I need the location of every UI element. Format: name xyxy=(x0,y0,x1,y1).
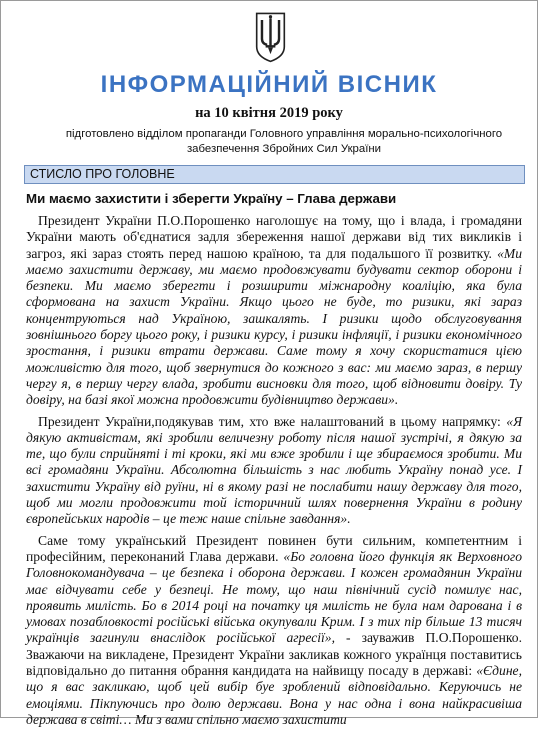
paragraph-text: - зауважив П.О.Порошенко. Зважаючи на викладене, Президент України закликав кожного українця поставитись відповідально до питання обрання кандидата на найвищу посаду в державі: xyxy=(26,630,522,679)
paragraph xyxy=(26,414,522,528)
trident-emblem-icon xyxy=(254,11,287,63)
article-headline: Ми маємо захистити і зберегти Україну – Глава держави xyxy=(26,191,397,206)
prepared-by-line-1: підготовлено відділом пропаганди Головного управління морально-психологічного xyxy=(65,128,503,140)
paragraph-text: Президент України П.О.Порошенко наголошує на тому, що і влада, і громадяни України мають об'єднатися задля збереження нашої держави від тих викликів і загроз, які зараз стоять перед нашою країною, та для подальшого її розвитку. xyxy=(26,213,522,261)
bulletin-title: ІНФОРМАЦІЙНИЙ ВІСНИК xyxy=(100,71,438,98)
prepared-by xyxy=(61,127,507,157)
paragraph-text: Саме тому український Президент повинен бути сильним, компетентним і професійним, переконаний Глава держави. xyxy=(26,532,522,564)
section-header: СТИСЛО ПРО ГОЛОВНЕ xyxy=(24,165,525,184)
prepared-by-line-2: забезпечення Збройних Сил України xyxy=(186,143,382,155)
quote-text: «Єдине, що я вас закликаю, щоб цей вибір буе зроблений відповідально. Керуючись не емоціями. Пікпуючись про долю держави. Вона у нас одна і вона найкрасивіша держава в світі… Ми з вами спільно маємо захистити xyxy=(26,663,522,727)
paragraph xyxy=(26,533,522,729)
paragraph-text: Президент України,подякував тим, хто вже налаштований в цьому напрямку: xyxy=(38,413,501,429)
article-body xyxy=(26,213,522,733)
quote-text: «Я дякую активістам, які зробили величезну роботу після нашої зустрічі, я дякую за те, що були сприйняті і ті кроки, які ми вже зробили і ще збираємося зробити. Ми всі громадяни України. Абсолютна більшість з нас любить Україну понад усе. І захистити Україну від руїни, ні в якому разі не послабити нашу державу для того, щоб ми могли продовжити той історичний шлях повернення України в родину європейських народів – це теж наше спільне завдання». xyxy=(26,413,522,527)
quote-text: «Бо головна його функція як Верховного Головнокомандувача – це безпека і оборона держави. І кожен громадянин України має відчувати себе у безпеці. Не тому, що наш північний сусід помилує нас, проявить милість. Бо в 2014 році на початку ця милість не була нам дарована і в умовах позабловкості російські війська окупували Крим. І з тих пір більше 13 тисяч українців загинули внаслідок російської агресії», xyxy=(26,548,522,646)
bulletin-date: на 10 квітня 2019 року xyxy=(195,105,343,121)
paragraph xyxy=(26,213,522,409)
quote-text: «Ми маємо захистити державу, ми маємо продовжувати будувати сектор оборони і безпеки. Ми маємо зберегти і розширити міжнародну коаліцію, яка була сформована на захист України. Якщо цього не буде, то ризики, які зараз концентруються над Україною, зашкалять. І ризики щодо обслуговування зовнішнього боргу цього року, і ризики курсу, і ризики інфляції, і ризики економічного зростання, і ризики втрати держави. Саме тому я хочу скористатися цією можливістю для того, щоб звернутися до кожного з вас: ми маємо зараз, в першу чергу я, в першу чергу влада, зробити висновки для того, щоб відновити довіру. Ту довіру, на базі якої можна продовжити будівництво держави». xyxy=(26,245,522,408)
